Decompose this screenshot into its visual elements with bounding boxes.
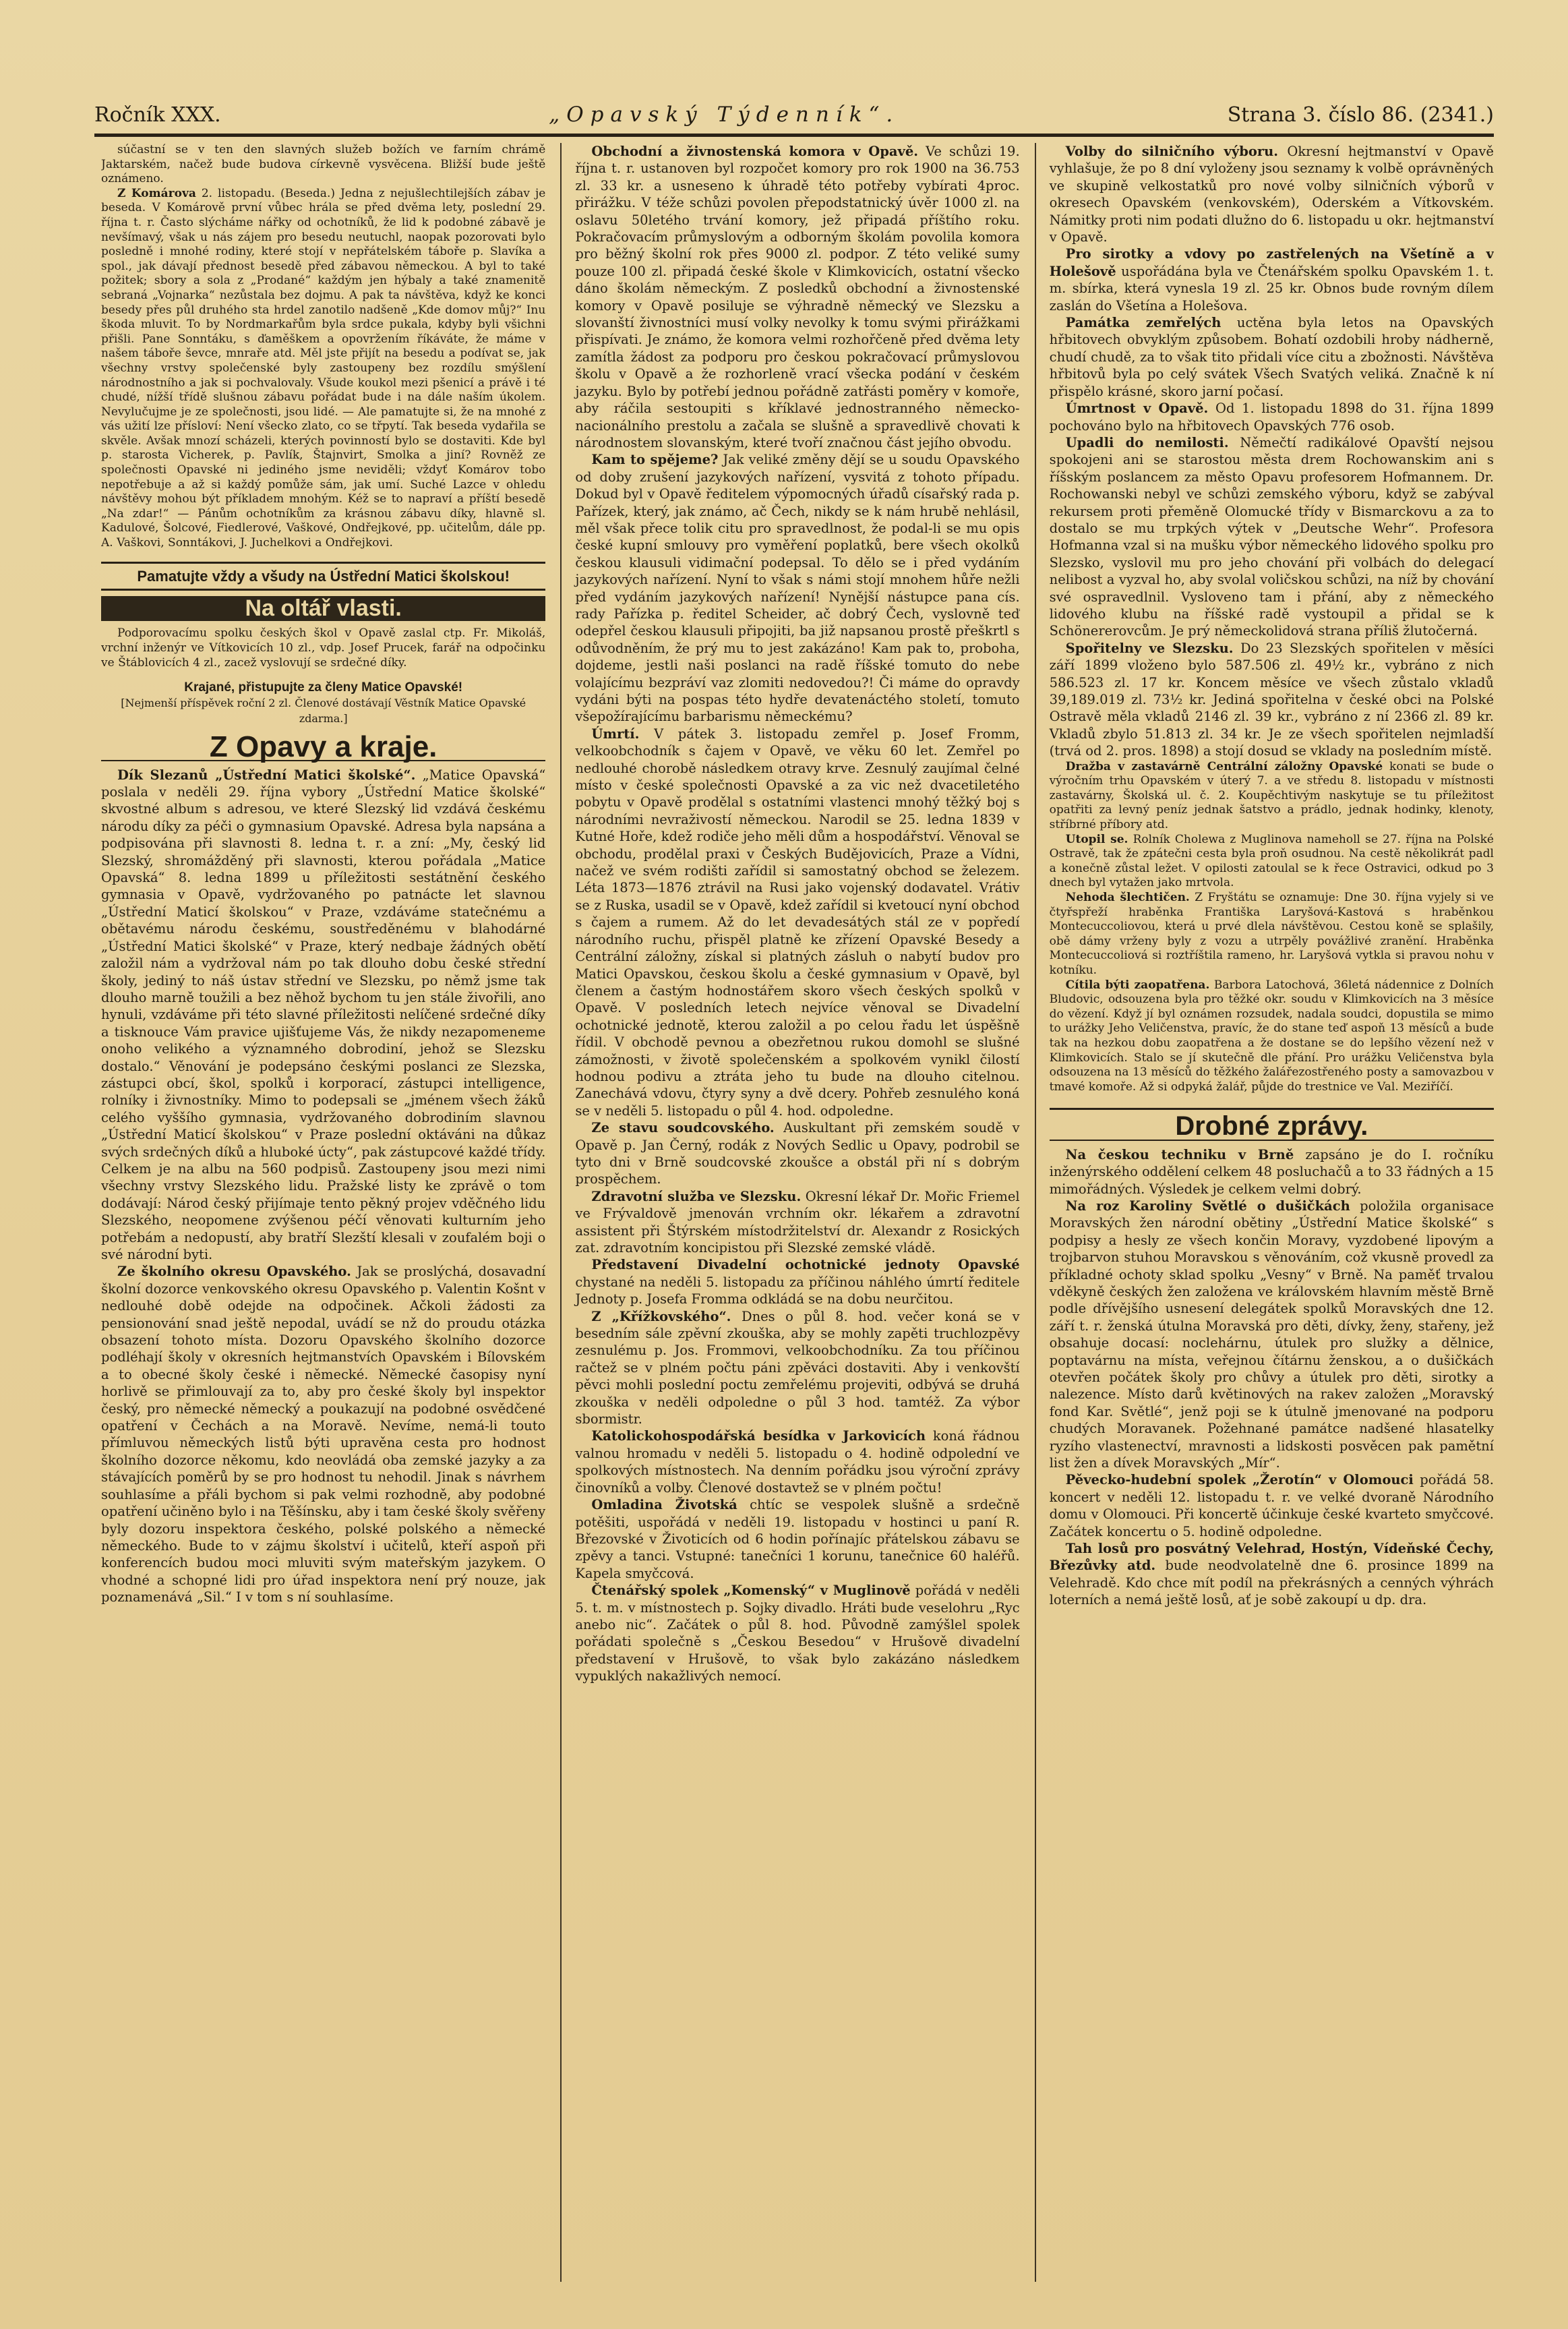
article-text: chtíc se vespolek slušně a srdečně potěšiti, uspořádá v neděli 19. listopadu v hostinci u paní R. Březovské v Životicích od 6 hodin pořínajíc přátelskou zábavu se zpěvy a tanci. Vstupné: tanečníci 1 korunu, tanečnice 60 haléřů. Kapela smyčcová. [575, 1497, 1020, 1581]
article-lead: Dražba v zastavárně Centrální záložny Opavské [1065, 759, 1383, 773]
article-lead: Památka zemřelých [1065, 315, 1222, 331]
newspaper-title: „Opavský Týdenník“. [549, 102, 900, 127]
article-text: Auskultant při zemském soudě v Opavě p. Jan Černý, rodák z Nových Sedlic u Opavy, podrobil se tyto dni v Brně soudcovské zkoušce a obstál při ní s dobrým prospěchem. [575, 1120, 1020, 1187]
article-lead: Dík Slezanů „Ústřední Matici školské“. [117, 767, 416, 783]
komarov-article [101, 143, 545, 551]
columns [101, 143, 1494, 2282]
article-lead: Spořitelny ve Slezsku. [1065, 640, 1234, 656]
article-text: konati se bude o výročním trhu Opavském v úterý 7. a ve středu 8. listopadu v místnosti zastavárny, Školská ul. č. 2. Koupěchtivým naskytuje se tu příležitost opatřiti za levný peníz jednak šatstvo a prádlo, jednak hodinky, klenoty, stříbrné příbory atd. [1049, 759, 1494, 831]
paragraph [1050, 143, 1494, 245]
paragraph [1050, 400, 1494, 434]
drobne-heading: Drobné zprávy. [1050, 1108, 1494, 1140]
paragraph [575, 143, 1019, 451]
appeal-subtitle: [Nejmenší příspěvek roční 2 zl. Členové dostávají Věstník Matice Opavské zdarma.] [121, 697, 526, 726]
paragraph [101, 767, 545, 1264]
article-lead: Ze školního okresu Opavského. [117, 1264, 351, 1280]
article-text: Rolník Cholewa z Muglinova nameholl se 27. října na Polské Ostravě, tak že zpátečni cesta byla proň osudnou. Na cestě několikrát padl a konečně zůstal ležet. V opilosti zatoulal se k řece Ostravici, odkud po 3 dnech byl vytažen jako mrtvola. [1049, 832, 1494, 890]
article-lead: Úmrtnost v Opavě. [1065, 401, 1209, 417]
article-lead: Nehoda šlechtičen. [1065, 890, 1190, 904]
page-header [94, 94, 1494, 135]
article-lead: Pěvecko-hudební spolek „Žerotín“ v Olomouci [1065, 1472, 1414, 1488]
article-text: koná řádnou valnou hromadu v neděli 5. listopadu o 4. hodině odpolední ve spolkových místnostech. Na denním pořádku jsou výroční zprávy činovníků a volby. Členové dostavtež se v plném počtu! [575, 1428, 1020, 1496]
article-lead: Na českou techniku v Brně [1065, 1146, 1294, 1162]
article-lead: Utopil se. [1065, 832, 1128, 846]
column-middle [560, 143, 1019, 2282]
small-print-block [1050, 760, 1494, 1095]
paragraph [575, 1427, 1019, 1496]
matice-banner: Pamatujte vždy a všudy na Ústřední Matici školskou! [101, 562, 545, 591]
article-lead: Zdravotní služba ve Slezsku. [591, 1188, 802, 1204]
article-text: 2. listopadu. (Beseda.) Jedna z nejušlechtilejších zábav je beseda. V Komárově první vůbec hrála se před dvěma lety, poslední 29. října t. r. Často slýcháme nářky od ochotníků, že lid k podobné zábavě je nevšímavý, však u nás zájem pro besedu neutuchl, naopak pozorovati bylo posledně i mnohé rodiny, které stojí v nepřátelském táboře p. Slavíka a spol., jak dávají přednost besedě před zábavou německou. A byl to také požitek; sbory a sola z „Prodané“ každým jen hýbaly a také znamenitě sebraná „Vojnarka“ nezůstala bez dojmu. A pak ta návštěva, když ke konci besedy přes půl druhého sta hrdel zanotilo nadšeně „Kde domov můj?“ Inu škoda mluvit. To by Nordmarkařům byla srdce pukala, kdyby byli všichni přišli. Pane Sonntáku, s ďaměškem a opovržením říkáváte, že máme v našem táboře ševce, mnraře atd. Měl jste přijít na besedu a podívat se, jak všechny vrstvy společenské byly zastoupeny bez rozdílu smýšlení národnostního a jak si pochvalovaly. Všude koukol mezi pšenicí a právě i té chudé, nížší třídě slušnou zábavu pořádat bude i na dále naším úkolem. Nevylučujme je ze společnosti, jsou lidé. — Ale pamatujte si, že na mnohé z vás užití lze přísloví: Není všecko zlato, co se třpytí. Tak beseda vydařila se skvěle. Avšak mnozí scházeli, kterých povinností bylo se dostaviti. Kde byl p. starosta Vicherek, p. Pavlík, Štajnvirt, Smolka a jiní? Rovněž ze společnosti Opavské ni jediného jsme neviděli; vždyť Komárov tobo nepotřebuje a až si každý pomůže sám, jak umí. Suché Lazce v ohledu návštěvy mohou být příkladem mnohým. Kéž se to napraví a příští besedě „Na zdar!“ — Pánům ochotníkům za krásnou zábavu díky, hlavně sl. Kadulové, Šolcové, Fiedlerové, Vaškové, Ondřejkové, pp. učitelům, dále pp. A. Vaškovi, Sonntákovi, J. Juchelkovi a Ondřejkovi. [101, 186, 546, 550]
paragraph [1050, 760, 1494, 833]
article-text: pořádá v neděli 5. t. m. v místnostech p. Sojky divadlo. Hráti bude veselohru „Ryc anebo nic“. Začátek o půl 8. hod. Původně zamýšlel spolek pořádati společně s „Českou Besedou“ v Hrušově divadelní představení v Hrušově, to však bylo zakázáno následkem vypuklých nakažlivých nemocí. [575, 1583, 1020, 1684]
article-lead: Představení Divadelní ochotnické jednoty Opavské [591, 1257, 1020, 1273]
article-text: uspořádána byla ve Čtenářském spolku Opavském 1. t. m. sbírka, která vynesla 19 zl. 25 kr. Obnos bude rovným dílem zaslán do Všetína a Holešova. [1049, 263, 1494, 314]
paragraph [1050, 434, 1494, 640]
column-left [101, 143, 545, 2282]
article-text: Od 1. listopadu 1898 do 31. října 1899 pochováno bylo na hřbitovech Opavských 776 osob. [1049, 401, 1494, 434]
opava-heading: Z Opavy a kraje. [101, 738, 545, 761]
article-text: Barbora Latochová, 36letá nádennice z Dolních Bludovic, odsouzena byla pro těžké okr. soudu v Klimkovicích na 3 měsíce do vězení. Když jí byl oznámen rozsudek, nadala soudci, dopustila se mimo to urážky Jeho Veličenstva, pravíc, že do stane teď aspoň 13 měsíců a bude tak na hezkou dobu zaopatřena a že dostane se do lepšího vězení než v Klimkovicích. Stalo se jí skutečně dle přání. Pro urážku Veličenstva byla odsouzena na 13 měsíců do těžkého žalářezostřeného posty a samovazbou v tmavé komoře. Až si odpyká žalář, půjde do trestnice ve Val. Meziříčí. [1049, 978, 1494, 1094]
article-lead: Kam to spějeme? [591, 452, 719, 468]
article-lead: Katolickohospodářská besídka v Jarkovicích [591, 1428, 926, 1444]
article-text: „Matice Opavská“ poslala v neděli 29. října vybory „Ústřední Matice školské“ skvostné album s adresou, ve které Slezský lid vzdává českému národu díky za péči o gymnasium Opavské. Adresa byla napsána a podpisována při slavnosti 8. ledna t. r. a zní: „My, český lid Slezský, shromážděný při slavnosti, kterou pořádala „Matice Opavská“ 8. ledna 1899 u příležitosti sestátnění českého gymnasia v Opavě, vydržovaného po patnácte let slavnou „Ústřední Maticí školskou“ v Praze, vzdáváme statečnému a obětavému národu českému, soustředěnému v blahodárné „Ústřední Matici školské“ v Praze, který nedbaje žádných obětí založil nám a vydržoval nám po tak dlouho dobu české střední školy, jediný to náš ústav střední ve Slezsku, po němž jsme tak dlouho marně toužili a bez něhož bychom tu jen stále živořili, ano hynuli, vzdáváme při této slavné příležitosti nelíčené srdečné díky a tisknouce Vám pravice ujišťujeme Vás, že nikdy nezapomeneme onoho velikého a významného dobrodiní, jehož se Slezsku dostalo.“ Věnování je podepsáno českými poslanci ze Slezska, zástupci obcí, škol, spolků i korporací, zástupci intelligence, rolníky i živnostníky. Mimo to podepsali se „jménem všech žáků celého vyššího gymnasia, vydržovaného dobrodiním slavnou „Ústřední Maticí školskou“ v Praze poslední oktáváni na důkaz svých srdečných díků a hluboké úcty“, pak zástupcové každé třídy. Celkem je na albu na 560 podpisů. Zastoupeny jsou mezi nimi všechny vrstvy Slezského lidu. Pražské listy ke zprávě o tom dodávají: Národ český přijímaje tento pěkný projev vděčného lidu Slezského, neopomene zvýšenou péčí věnovati kulturním jeho potřebám a nedopustí, aby bratří Slezští klesali v zoufalém boji o své národní byti. [101, 767, 546, 1262]
paragraph [575, 1308, 1019, 1428]
paragraph [1050, 1198, 1494, 1472]
paragraph [575, 1496, 1019, 1582]
article-lead: Úmrtí. [591, 726, 640, 742]
article-text: zapsáno je do I. ročníku inženýrského oddělení celkem 48 posluchačů a to 33 řádných a 15 mimořádných. Výsledek je celkem velmi dobrý. [1049, 1146, 1494, 1197]
volume-label: Ročník XXX. [94, 102, 221, 127]
article-text: Okresní hejtmanství v Opavě vyhlašuje, že po 8 dní vyloženy jsou seznamy k volbě oprávněných ve skupině velkostatků pro nové volby silničních výborů v okresech Opavském (venkovském), Oderském a Vítkovském. Námitky proti nim podati dlužno do 6. listopadu u okr. hejtmanství v Opavě. [1049, 144, 1494, 245]
paragraph [1050, 1146, 1494, 1198]
paragraph [101, 1263, 545, 1605]
article-text: Z Fryštátu se oznamuje: Dne 30. října vyjely si ve čtyřspřeží hraběnka Františka Laryšová-Kastová s hraběnkou Montecuccoliovou, která u prvé dlela návštěvou. Cestou koně se splašily, obě dámy vrženy byly z vozu a utrpěly povážlivé zranění. Hraběnka Montecuccoliová si roztříštila rameno, hr. Laryšová vytkla si pravou nohu v kotníku. [1049, 890, 1494, 977]
article-lead: Tah losů pro posvátný Velehrad, Hostýn, Vídeňské Čechy, Březůvky atd. [1049, 1541, 1494, 1574]
article-lead: Volby do silničního výboru. [1065, 144, 1279, 159]
article-text: pořádá 58. koncert v neděli 12. listopadu t. r. ve velké dvoraně Národního domu v Olomouci. Při koncertě účinkuje české kvarteto smyčcové. Začátek koncertu o 5. hodině odpoledne. [1049, 1472, 1494, 1539]
paragraph [1050, 891, 1494, 978]
article-lead: Pro sirotky a vdovy po zastřelených na Všetíně a v Holešově [1049, 246, 1494, 279]
article-lead: Na roz Karoliny Světlé o dušičkách [1065, 1198, 1350, 1214]
altar-text: Podporovacímu spolku českých škol v Opavě zaslal ctp. Fr. Mikoláš, vrchní inženýr ve Vítkovicích 10 zl., vdp. Josef Prucek, farář na odpočinku ve Štáblovicích 4 zl., zacež vyslovují se srdečné díky. [101, 626, 546, 670]
paragraph [101, 187, 545, 551]
paragraph: súčastní se v ten den slavných služeb božích ve farním chrámě Jaktarském, načež bude budova církevně vysvěcena. Bližší bude ještě oznámeno. [101, 143, 546, 186]
header-rule [94, 134, 1494, 137]
article-lead: Ze stavu soudcovského. [591, 1120, 775, 1136]
article-text: bude neodvolatelně dne 6. prosince 1899 na Velehradě. Kdo chce mít podíl na překrásných a cenných výhrách loterních a nemá ještě losů, ať je sobě zakoupí u dp. dra. [1049, 1558, 1494, 1608]
paragraph [575, 1256, 1019, 1307]
article-text: uctěna byla letos na Opavských hřbitovech obvyklým způsobem. Bohatí ozdobili hroby nádherně, chudí chudě, za to však tito přidali více citu a zbožnosti. Návštěva hřbitovů byla po celý svátek Všech Svatých veliká. Značně k ní přispělo krásné, skoro jarní počasí. [1049, 315, 1494, 399]
article-text: Dnes o půl 8. hod. večer koná se v besedním sále zpěvní zkouška, aby se mohly zapěti truchlozpěvy zesnulému p. Jos. Frommovi, velkoobchodníku. Za tou příčinou račtež se v plném počtu páni zpěváci dostaviti. Aby i venkovští pěvci mohli poslední poctu zemřelému projeviti, odbývá se druhá zkouška v neděli odpoledne o půl 3 hod. tamtéž. Za výbor sbormistr. [575, 1308, 1020, 1427]
paragraph [575, 1582, 1019, 1684]
article-text: Okresní lékař Dr. Mořic Friemel ve Frývaldově jmenován vrchním okr. lékařem a zdravotní assistent při Štýrském místodržitelství dr. Alexandr z Rosických zat. zdravotním koncipistou při Slezské zemské vládě. [575, 1188, 1020, 1256]
article-lead: Obchodní a živnostenská komora v Opavě. [591, 144, 919, 159]
article-text: Do 23 Slezských spořitelen v měsíci září 1899 vloženo bylo 587.506 zl. 49½ kr., vybráno z nich 586.523 zl. 17 kr. Koncem měsíce ve všech zůstalo vkladů 39,189.019 zl. 73½ kr. Jediná spořitelna v české obci na Polské Ostravě měla vkladů 2146 zl. 39 kr., vybráno z ní 2366 zl. 89 kr. Vkladů zbylo 51.813 zl. 34 kr. Je ze všech spořitelen nejmladší (trvá od 2. pros. 1898) a stojí dosud se vklady na posledním místě. [1049, 640, 1494, 759]
article-lead: Upadli do nemilosti. [1065, 434, 1229, 450]
article-text: V pátek 3. listopadu zemřel p. Josef Fromm, velkoobchodník s čajem v Opavě, ve věku 60 let. Zemřel po nedlouhé chorobě následkem otravy krve. Zesnulý zaujímal čelné místo v české společnosti Opavské a za vic než dvacetiletého pobytu v Opavě prodělal s ostatními vlastenci mnohý těžký boj s národními nevraživostí německou. Narodil se 25. ledna 1839 v Kutné Hoře, kdež rodiče jeho měli dům a hospodářství. Věnoval se obchodu, prodělal praxi v Českých Budějovicích, Praze a Vídni, načež ve svém rodišti zařídil si samostatný obchod se železem. Léta 1873—1876 ztrávil na Rusi jako vojenský dodavatel. Vrátiv se z Ruska, usadil se v Opavě, kdež zařídil si kvetoucí nyní obchod s čajem a rumem. Až do let devadesátých stál ze v popředí národního ruchu, přispěl platně ke zřízení Opavské Besedy a Centrální záložny, získal si platných zásluh o nabytí budov pro Matici Opavskou, českou školu a české gymnasium v Opavě, byl členem a častým hodnostářem skoro všech českých spolků v Opavě. V posledních letech nejvíce věnoval se Divadelní ochotnické jednotě, kterou založil a po celou řadu let úspěšně řídil. V obchodě pevnou a obezřetnou rukou domohl se slušné zámožnosti, v životě společenském a spolkovém vynikl čilostí hodnou podivu a ztráta jeho tu bude na dlouho citelnou. Zanechává vdovu, čtyry syny a dvě dcery. Pohřeb zesnulého koná se v neděli 5. listopadu o půl 4. hod. odpoledne. [575, 726, 1020, 1119]
article-text: chystané na neděli 5. listopadu za příčinou náhlého úmrtí ředitele Jednoty p. Josefa Fromma odkládá se na dobu neurčitou. [575, 1274, 1020, 1307]
paragraph [575, 1119, 1019, 1188]
paragraph [1050, 978, 1494, 1095]
paragraph [1050, 833, 1494, 891]
appeal-title: Krajané, přistupujte za členy Matice Opavské! [184, 680, 463, 695]
paragraph [1050, 245, 1494, 314]
article-text: Němečtí radikálové Opavští nejsou spokojeni ani se starostou města drem Rochowanskim ani s říšským poslancem za město Opavu profesorem Hofmannem. Dr. Rochowanski nebyl ve schůzi zemského výboru, když se zabýval rekursem proti přeměně Olomucké třídy v Bismarckovu a za to dostalo se mu trpkých výtek v „Deutsche Wehr“. Profesora Hofmanna vzal si na mušku výbor německého lidového spolku pro Slezsko, vyslovil mu pro jeho chování při volbách do delegací nelibost a vyzval ho, aby svolal voličskou schůzi, na níž by chování své ospravedlnil. Vysloveno tam i přání, aby z německého lidového klubu na říšské radě vystoupil a přidal se k Schönererovcům. Je prý německolidová strana příliš žlutočerná. [1049, 434, 1494, 639]
paragraph [1050, 1471, 1494, 1540]
column-right [1035, 143, 1494, 2282]
altar-heading: Na oltář vlasti. [101, 596, 545, 621]
paragraph [1050, 314, 1494, 400]
paragraph [575, 726, 1019, 1119]
page-number: Strana 3. číslo 86. (2341.) [1227, 102, 1494, 127]
article-text: Jak veliké změny dějí se u soudu Opavského od doby zrušení jazykových nařízení, vysvitá z tohoto případu. Dokud byl v Opavě ředitelem výpomocných úřadů císařský rada p. Pařízek, který, jak známo, ač Čech, nikdy se k nám hrubě nehlásil, měl však přece tolik citu pro spravedlnost, že podal-li se mu opis české kupní smlouvy pro vyměření poplatků, bere všech okolků českou klausuli vidimační podepsal. To dělo se i před vydáním jazykových nařízení. Nyní to však s námi stojí mnohem hůře nežli před vydáním jazykových nařízení! Nynější nástupce pana cís. rady Pařízka p. ředitel Scheider, ač dobrý Čech, vyslovně teď odepřel českou klausuli připojiti, ba již napsanou prostě přeškrtl s odůvodněním, že prý mu to jest zakázáno! Kam pak to, proboha, dojdeme, jestli naši poslanci na radě říšské tomuto do nebe volajícímu bezpráví vaz zlomiti nedovedou?! Či máme do opravdy vydáni býti na pospas této hydře devatenáctého století, tomuto všepožírajícímu barbarismu německému? [575, 452, 1020, 725]
article-lead: Omladina Životská [591, 1497, 737, 1513]
article-text: Jak se proslýchá, dosavadní školní dozorce venkovského okresu Opavského p. Valentin Košnt v nedlouhé době odejde na odpočinek. Ačkoli žádosti za pensionování snad ještě nepodal, uvádí se nž do proudu otázka obsazení tohoto místa. Dozoru Opavského školního dozorce podléhají školy v okresních hejtmanstvích Opavském i Bílovském a to obecné školy české i německé. Německé časopisy nyní horlivě se přimlouvají za to, aby pro české školy byl inspektor český, pro německé německý a poukazují na podobné osvědčené opatření v Čechách a na Moravě. Nevíme, nemá-li touto přímluvou německých listů býti upravěna cesta pro hodnost školního dozorce někomu, kdo neovládá oba zemské jazyky a za stávajících poměrů by se pro hodnost tu nehodil. Jinak s návrhem souhlasíme a přáli bychom si pak velmi rozhodně, aby podobné opatření učiněno bylo i na Těšínsku, aby i tam české školy svěřeny byly dozoru inspektora českého, polské polského a německé německého. Bude to v zájmu školství i učitelů, kteří aspoň při konferencích budou moci mluviti svým mateřským jazykem. O vhodné a schopné lidi pro úřad inspektora není prý nouze, jak poznamenává „Sil.“ I v tom s ní souhlasíme. [101, 1264, 546, 1605]
paragraph [575, 1188, 1019, 1257]
article-lead: Čtenářský spolek „Komenský“ v Muglinově [591, 1583, 911, 1599]
article-text: Ve schůzi 19. října t. r. ustanoven byl rozpočet komory pro rok 1900 na 36.753 zl. 33 kr. a usneseno k úhradě této potřeby vybírati 4proc. přirážku. V téže schůzi povolen přepodstatnický úvěr 1000 zl. na oslavu 50letého trvání komory, jež připadá příštího roku. Pokračovacím průmyslovým a odborným školám povolila komora pro běžný školní rok přes 9000 zl. podpor. Z této veliké sumy pouze 100 zl. připadá české škole v Klimkovicích, ostatní všecko dáno školám německým. Z posledků obchodní a živnostenské komory v Opavě posiluje se výhradně německý ve Slezsku a slovanští živnostníci musí volky nevolky k tomu svými přirážkami přispívati. Je známo, že komora velmi rozhořčeně před dvěma lety zamítla žádost za podporu pro českou pokračovací průmyslovou školu v Opavě a že rozhorleně vrací všecka podání v českém jazyku. Bylo by potřebí jednou pořádně zatřásti poměry v komoře, aby ráčila sestoupiti s kříklavé jednostranného německo-nacionálního prestolu a začala se slušně a spravedlivě chovati k národnostem slovanským, které tvoří značnou část jejího obvodu. [575, 144, 1020, 450]
article-lead: Z „Křížkovského“. [591, 1308, 731, 1324]
article-lead: Z Komárova [117, 186, 196, 200]
article-lead: Cítila býti zaopatřena. [1065, 978, 1210, 992]
paragraph [1050, 1540, 1494, 1609]
paragraph [1050, 640, 1494, 760]
article-text: položila organisace Moravských žen národní obětiny „Ústřední Matice školské“ s podpisy a hesly ze všech končin Moravy, vyzdobené lipovým a trojbarvon stuhou Moravskou s věnováním, což vkusně provedl za příkladné ochoty sklad spolku „Vesny“ v Brně. Na paměť trvalou vděkyně českých žen založena ve královském hlavním městě Brně podle dřívějšího usnesení delegátek spolků Moravských dne 12. září t. r. ženská útulna Moravská pro děti, dívky, ženy, stařeny, jež obsahuje docasí: noclehárnu, útulek pro služky a dělnice, poptavárnu na místa, veřejnou čítárnu ženskou, a o dušičkách otevřen počátek školy pro chůvy a útulek pro děti, sirotky a nalezence. Místo darů květinových na rakev založen „Moravský fond Kar. Světlé“, jenž poji se k útulně jmenované na podporu chudých Moravanek. Požehnané památce nadšené hlasatelky ryzího vlastenectví, mravnosti a lidskosti posvěcen pak pamětní list žen a dívek Moravských „Mír“. [1049, 1198, 1494, 1471]
appeal-note [101, 680, 545, 726]
paragraph [575, 451, 1019, 726]
